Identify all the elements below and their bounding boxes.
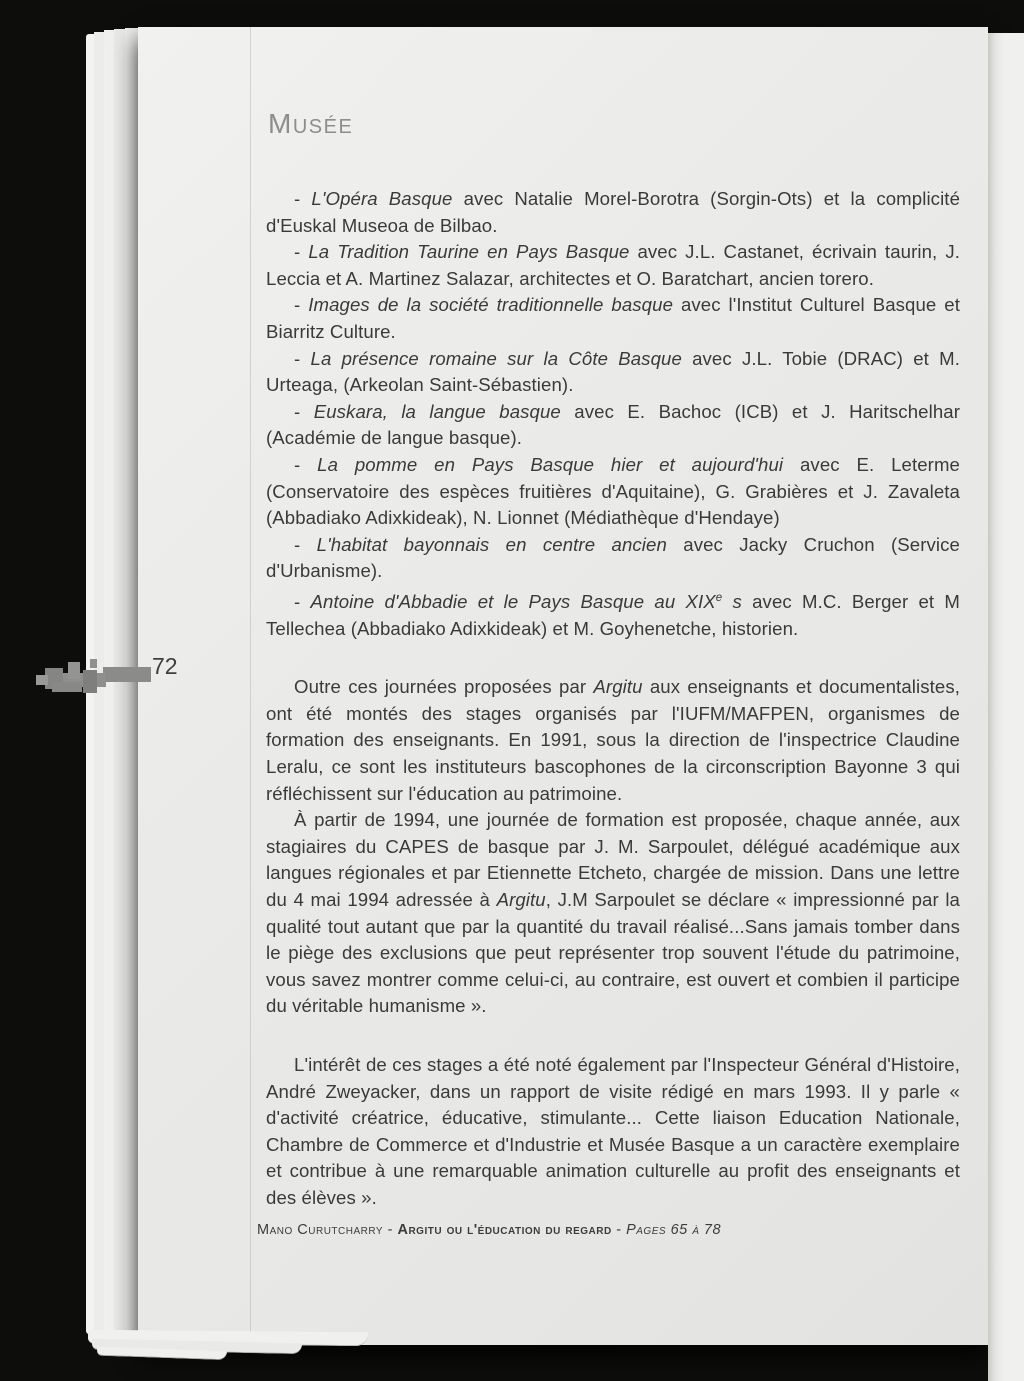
running-footer: Mano Curutcharry - Argitu ou l'éducation du regard - Pages 65 à 78 [257,1222,722,1238]
list-item: - Antoine d'Abbadie et le Pays Basque au XIXe s avec M.C. Berger et M Tellechea (Abbadiako Adixkideak) et M. Goyhenetche, historien. [266,591,960,639]
body-text [266,186,960,1212]
edge-marker-band [83,670,97,693]
edge-marker-band [103,667,151,682]
facing-page-edge [988,33,1024,1381]
paragraph: Outre ces journées proposées par Argitu aux enseignants et documentalistes, ont été montés des stages organisés par l'IUFM/MAFPEN, organismes de formation des enseignants. En 1991, sous la direction de l'inspectrice Claudine Leralu, ce sont les instituteurs bascophones de la circonscription Bayonne 3 qui réfléchissent sur l'éducation au patrimoine. [266,676,960,804]
edge-marker-band [52,682,82,692]
section-title: Musée [268,108,354,139]
list-item: - L'Opéra Basque avec Natalie Morel-Borotra (Sorgin-Ots) et la complicité d'Euskal Museoa de Bilbao. [266,188,961,236]
edge-marker-band [36,675,48,685]
paragraph: À partir de 1994, une journée de formation est proposée, chaque année, aux stagiaires du CAPES de basque par J. M. Sarpoulet, délégué académique aux langues régionales et par Etiennette Etcheto, chargée de mission. Dans une lettre du 4 mai 1994 adressée à Argitu, J.M Sarpoulet se déclare « impressionné par la qualité tout autant que par la quantité du travail réalisé...Sans jamais tomber dans le piège des exclusions que peut représenter trop souvent l'étude du patrimoine, vous savez montrer comme celui-ci, au contraire, est ouvert et combien il participe du véritable humanisme ». [266,809,960,1017]
paragraph: L'intérêt de ces stages a été noté également par l'Inspecteur Général d'Histoire, André Zweyacker, dans un rapport de visite rédigé en mars 1993. Il y parle « d'activité créatrice, éducative, stimulante... Cette liaison Education Nationale, Chambre de Commerce et d'Industrie et Musée Basque a un caractère exemplaire et contribue à une remarquable animation culturelle au profit des enseignants et des élèves ». [266,1054,960,1208]
list-item: - La Tradition Taurine en Pays Basque avec J.L. Castanet, écrivain taurin, J. Leccia et A. Martinez Salazar, architectes et O. Baratchart, ancien torero. [266,241,960,289]
list-item: - La pomme en Pays Basque hier et aujourd'hui avec E. Leterme (Conservatoire des espèces fruitières d'Aquitaine), G. Grabières et J. Zavaleta (Abbadiako Adixkideak), N. Lionnet (Médiathèque d'Hendaye) [266,453,960,529]
edge-marker-band [90,659,97,668]
edge-marker-band [68,662,80,679]
list-item: - Euskara, la langue basque avec E. Bachoc (ICB) et J. Haritschelhar (Académie de langue basque). [266,400,960,449]
page-stack-edge [125,28,139,1342]
list-item: - L'habitat bayonnais en centre ancien avec Jacky Cruchon (Service d'Urbanisme). [266,533,960,582]
page-number: 72 [152,653,178,679]
list-item: - Images de la société traditionnelle basque avec l'Institut Culturel Basque et Biarritz Culture. [266,294,960,342]
list-item: - La présence romaine sur la Côte Basque avec J.L. Tobie (DRAC) et M. Urteaga, (Arkeolan Saint-Sébastien). [266,347,960,396]
